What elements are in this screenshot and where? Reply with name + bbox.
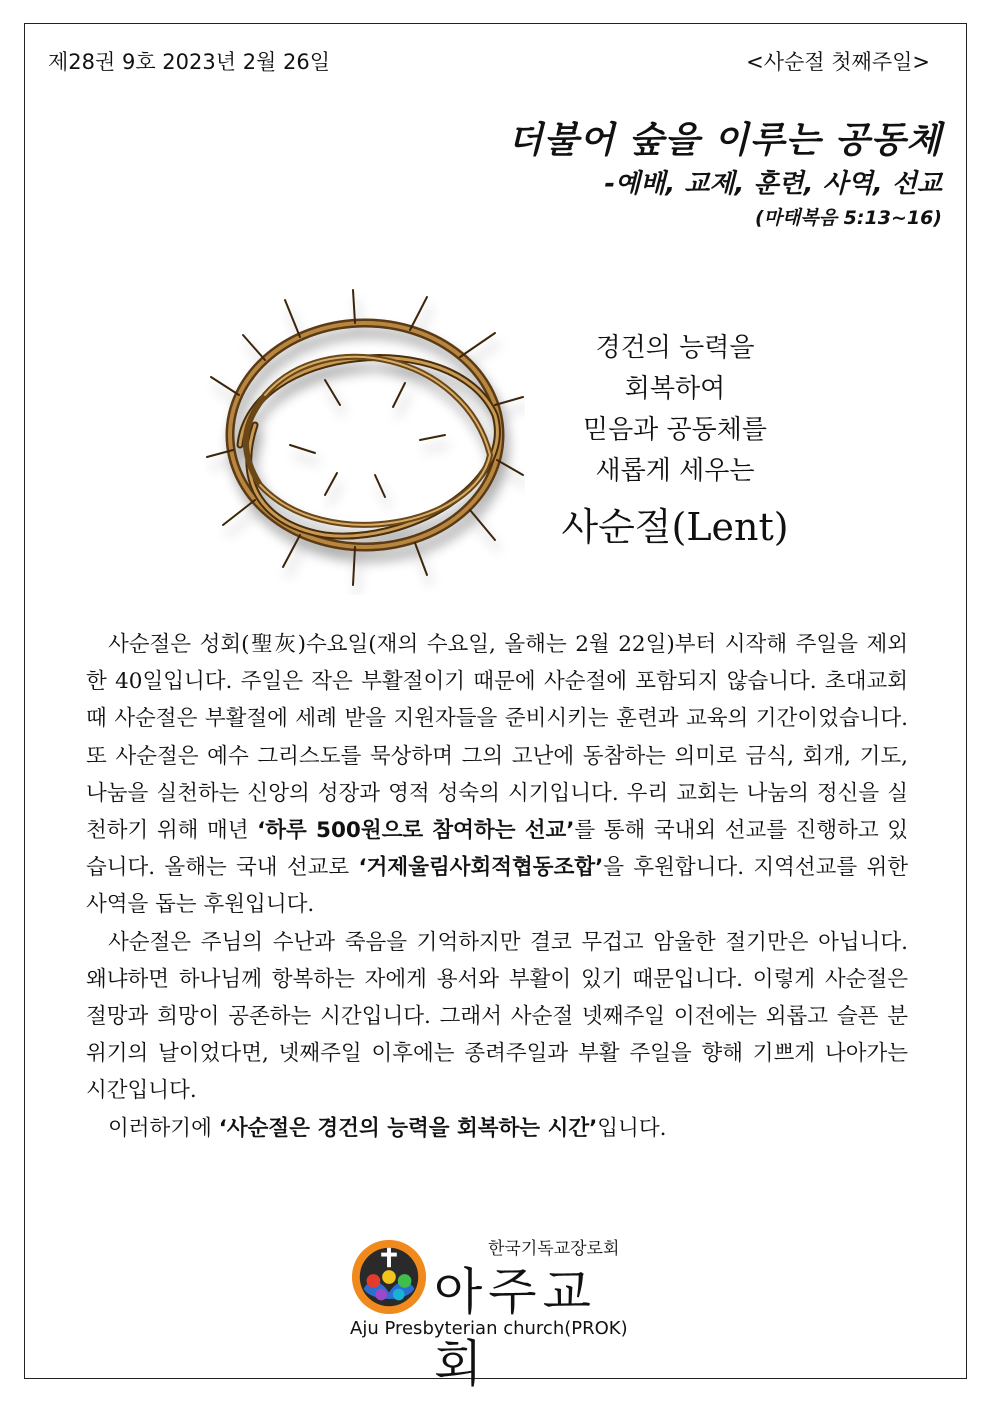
- crown-of-thorns-image: [205, 285, 525, 595]
- lent-slogan: [535, 328, 815, 551]
- church-logo: [350, 1230, 650, 1393]
- theme-subtitle: -예배, 교제, 훈련, 사역, 선교: [604, 169, 942, 199]
- denomination-name: 한국기독교장로회: [488, 1239, 620, 1259]
- theme-title: 더불어 숲을 이루는 공동체: [507, 120, 942, 161]
- church-english-name: Aju Presbyterian church(PROK): [350, 1318, 628, 1339]
- paragraph-3: 이러하기에 ‘사순절은 경건의 능력을 회복하는 시간’입니다.: [108, 1115, 667, 1141]
- mission-campaign: ‘하루 500원으로 참여하는 선교’: [257, 818, 575, 844]
- scripture-reference: (마태복음 5:13~16): [754, 207, 942, 229]
- paragraph-2: 사순절은 주님의 수난과 죽음을 기억하지만 결코 무겁고 암울한 절기만은 아닙니다. 왜냐하면 하나님께 항복하는 자에게 용서와 부활이 있기 때문입니다. 이렇게 사순절은 절망과 희망이 공존하는 시간입니다. 그래서 사순절 넷째주일 이전에는 외롭고 슬픈 분위기의 날이었다면, 넷째주일 이후에는 종려주일과 부활 주일을 향해 기쁘게 나아가는 시간입니다.: [86, 929, 908, 1104]
- supported-organization: ‘거제울림사회적협동조합’: [358, 855, 604, 881]
- article-body: [86, 626, 908, 1147]
- paragraph-1: 사순절은 성회(聖灰)수요일(재의 수요일, 올해는 2월 22일)부터 시작해 주일을 제외한 40일입니다. 주일은 작은 부활절이기 때문에 사순절에 포함되지 않습니다. 초대교회 때 사순절은 부활절에 세례 받을 지원자들을 준비시키는 훈련과 교육의 기간이었습니다. 또 사순절은 예수 그리스도를 묵상하며 그의 고난에 동참하는 의미로 금식, 회개, 기도, 나눔을 실천하는 신앙의 성장과 영적 성숙의 시기입니다. 우리 교회는 나눔의 정신을 실천하기 위해 매년 ‘하루 500원으로 참여하는 선교’를 통해 국내외 선교를 진행하고 있습니다. 올해는 국내 선교로 ‘거제울림사회적협동조합’을 후원합니다. 지역선교를 위한 사역을 돕는 후원입니다.: [86, 632, 908, 918]
- closing-emphasis: ‘사순절은 경건의 능력을 회복하는 시간’: [218, 1115, 598, 1141]
- church-emblem-icon: [350, 1238, 428, 1316]
- slogan-line: 회복하여: [624, 374, 726, 404]
- lent-title: 사순절(Lent): [561, 505, 789, 549]
- week-label: <사순절 첫째주일>: [746, 50, 930, 74]
- slogan-line: 새롭게 세우는: [595, 456, 755, 486]
- slogan-line: 경건의 능력을: [595, 333, 755, 363]
- slogan-line: 믿음과 공동체를: [582, 415, 768, 445]
- issue-info: 제28권 9호 2023년 2월 26일: [48, 50, 331, 74]
- church-name: 아주교회: [434, 1263, 597, 1393]
